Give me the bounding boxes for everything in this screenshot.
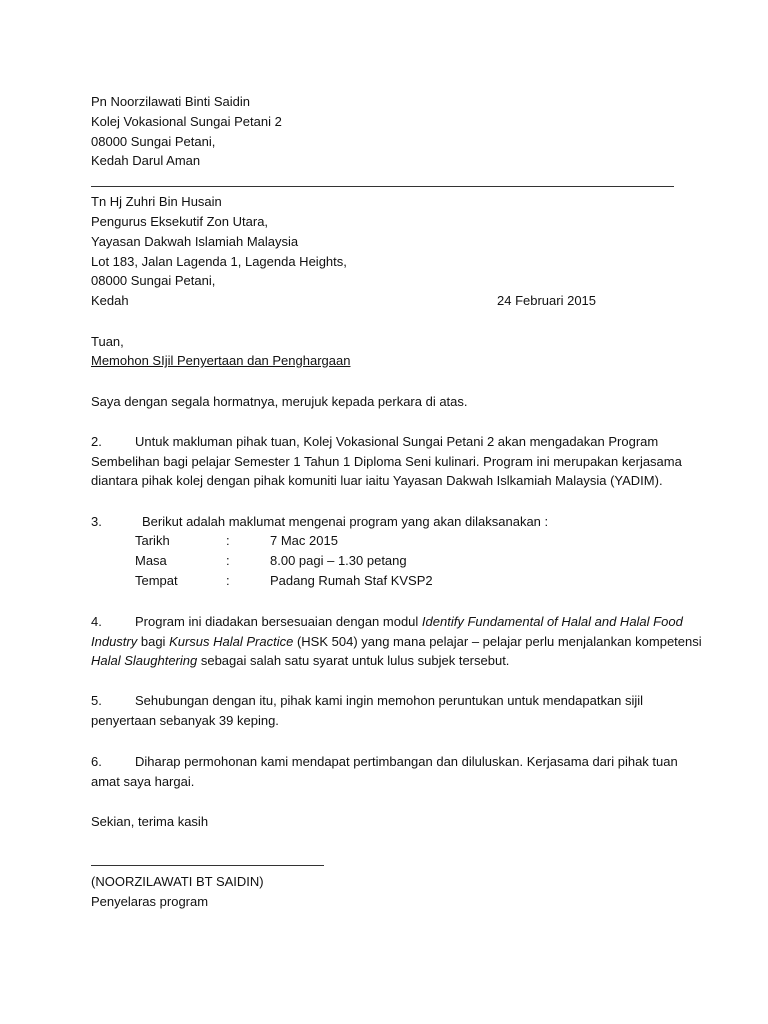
sender-name: Pn Noorzilawati Binti Saidin	[91, 94, 250, 109]
letter-date: 24 Februari 2015	[497, 293, 597, 308]
para-5-line-1: Sehubungan dengan itu, pihak kami ingin memohon peruntukan untuk mendapatkan sijil	[135, 693, 644, 708]
detail-label-time: Masa	[135, 553, 167, 568]
para-2-line-3: diantara pihak kolej dengan pihak komuniti luar iaitu Yayasan Dakwah Islkamiah Malaysia (YADIM).	[91, 473, 663, 488]
signatory-role: Penyelaras program	[91, 894, 209, 909]
para-2-number: 2.	[91, 434, 102, 449]
header-divider	[91, 186, 674, 187]
subject-line: Memohon SIjil Penyertaan dan Penghargaan	[91, 353, 351, 368]
para-4-line-1	[135, 614, 683, 630]
sender-city: 08000 Sungai Petani,	[91, 134, 216, 149]
detail-value-date: 7 Mac 2015	[270, 533, 338, 548]
module-name-cont: Industry	[91, 634, 138, 649]
para-4-text: sebagai salah satu syarat untuk lulus subjek tersebut.	[197, 653, 510, 668]
para-2-line-1: Untuk makluman pihak tuan, Kolej Vokasional Sungai Petani 2 akan mengadakan Program	[135, 434, 659, 449]
para-4-text: (HSK 504) yang mana pelajar – pelajar perlu menjalankan kompetensi	[293, 634, 702, 649]
para-4-text: bagi	[137, 634, 170, 649]
recipient-address: Lot 183, Jalan Lagenda 1, Lagenda Heights,	[91, 254, 347, 269]
para-4-text: Program ini diadakan bersesuaian dengan modul	[135, 614, 422, 629]
para-4-line-2	[91, 634, 702, 650]
para-5-line-2: penyertaan sebanyak 39 keping.	[91, 713, 279, 728]
para-5-number: 5.	[91, 693, 102, 708]
para-3-number: 3.	[91, 514, 102, 529]
recipient-city: 08000 Sungai Petani,	[91, 273, 216, 288]
para-3-line-1: Berikut adalah maklumat mengenai program yang akan dilaksanakan :	[142, 514, 549, 529]
detail-value-time: 8.00 pagi – 1.30 petang	[270, 553, 407, 568]
module-name: Identify Fundamental of Halal and Halal Food	[421, 614, 683, 629]
para-4-number: 4.	[91, 614, 102, 629]
intro-text: Saya dengan segala hormatnya, merujuk kepada perkara di atas.	[91, 394, 468, 409]
salutation: Tuan,	[91, 334, 124, 349]
sender-state: Kedah Darul Aman	[91, 153, 201, 168]
para-6-line-1: Diharap permohonan kami mendapat pertimbangan dan diluluskan. Kerjasama dari pihak tuan	[135, 754, 678, 769]
closing-text: Sekian, terima kasih	[91, 814, 209, 829]
para-6-number: 6.	[91, 754, 102, 769]
para-6-line-2: amat saya hargai.	[91, 774, 195, 789]
sender-org: Kolej Vokasional Sungai Petani 2	[91, 114, 282, 129]
competency-name: Halal Slaughtering	[91, 653, 198, 668]
signatory-name: (NOORZILAWATI BT SAIDIN)	[91, 874, 264, 889]
detail-value-venue: Padang Rumah Staf KVSP2	[270, 573, 433, 588]
detail-colon: :	[226, 553, 230, 568]
detail-colon: :	[226, 533, 230, 548]
recipient-title: Pengurus Eksekutif Zon Utara,	[91, 214, 269, 229]
recipient-state: Kedah	[91, 293, 129, 308]
course-name: Kursus Halal Practice	[169, 634, 294, 649]
para-2-line-2: Sembelihan bagi pelajar Semester 1 Tahun 1 Diploma Seni kulinari. Program ini merupakan kerjasama	[91, 454, 682, 469]
recipient-org: Yayasan Dakwah Islamiah Malaysia	[91, 234, 299, 249]
para-4-line-3	[91, 653, 509, 669]
recipient-name: Tn Hj Zuhri Bin Husain	[91, 194, 222, 209]
detail-colon: :	[226, 573, 230, 588]
detail-label-date: Tarikh	[135, 533, 170, 548]
signature-line	[91, 865, 324, 866]
detail-label-venue: Tempat	[135, 573, 178, 588]
